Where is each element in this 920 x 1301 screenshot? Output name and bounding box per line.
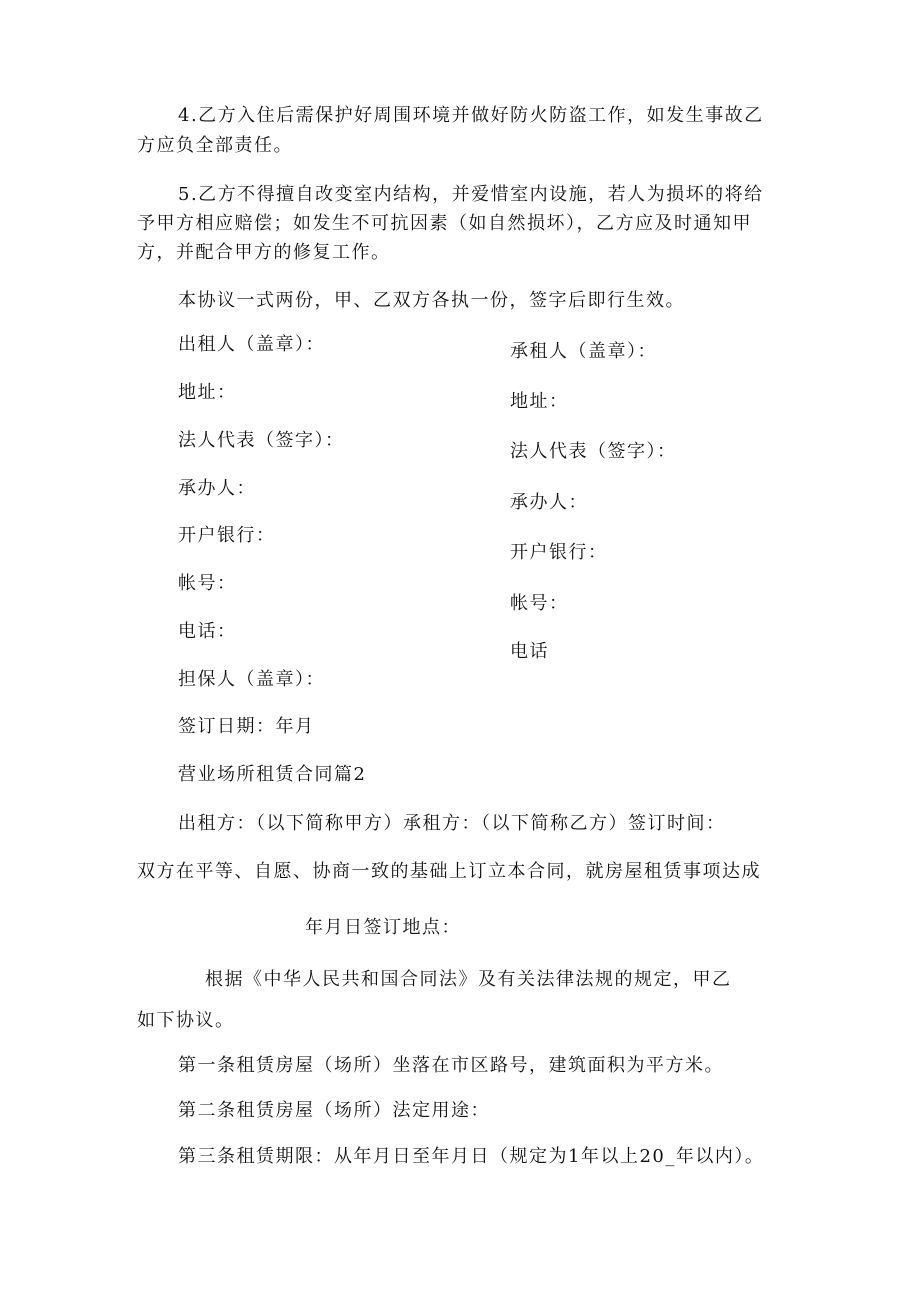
guarantor-seal: 担保人（盖章）： xyxy=(178,669,325,690)
lessee-account: 帐号： xyxy=(510,593,569,614)
lessee-handler: 承办人： xyxy=(510,492,588,513)
clause-4-line-2: 方应负全部责任。 xyxy=(137,135,293,156)
lessor-bank: 开户银行： xyxy=(178,525,276,546)
lessee-bank: 开户银行： xyxy=(510,542,608,563)
sign-date: 签订日期：年月 xyxy=(178,716,315,737)
clause-4-line-1: 4.乙方入住后需保护好周围环境并做好防火防盗工作，如发生事故乙 xyxy=(178,105,764,126)
lessor-address: 地址： xyxy=(178,382,237,403)
contract-2-parties: 出租方：（以下简称甲方）承租方：（以下简称乙方）签订时间： xyxy=(178,813,726,834)
article-1: 第一条租赁房屋（场所）坐落在市区路号，建筑面积为平方米。 xyxy=(178,1055,724,1076)
lessee-legal-rep: 法人代表（签字）： xyxy=(510,441,677,462)
contract-2-date-place: 年月日签订地点： xyxy=(305,917,461,938)
article-2: 第二条租赁房屋（场所）法定用途： xyxy=(178,1100,490,1121)
lessor-handler: 承办人： xyxy=(178,478,256,499)
contract-2-law-basis: 根据《中华人民共和国合同法》及有关法律法规的规定，甲乙 xyxy=(205,969,732,990)
contract-2-as-follows: 如下协议。 xyxy=(137,1010,235,1031)
article-3: 第三条租赁期限：从年月日至年月日（规定为1年以上20_年以内）。 xyxy=(178,1146,765,1167)
lessor-phone: 电话： xyxy=(178,621,237,642)
lessee-seal: 承租人（盖章）： xyxy=(510,341,657,362)
lessor-legal-rep: 法人代表（签字）： xyxy=(178,430,345,451)
lessee-phone-clipped xyxy=(510,636,590,662)
agreement-copies: 本协议一式两份，甲、乙双方各执一份，签字后即行生效。 xyxy=(178,290,685,311)
contract-2-title: 营业场所租赁合同篇2 xyxy=(178,764,367,785)
clause-5-line-1: 5.乙方不得擅自改变室内结构，并爱惜室内设施，若人为损坏的将给 xyxy=(178,184,764,205)
clause-5-line-2: 予甲方相应赔偿；如发生不可抗因素（如自然损坏），乙方应及时通知甲 xyxy=(137,213,752,234)
lessee-phone-partial: 电话 xyxy=(510,641,549,662)
lessee-address: 地址： xyxy=(510,391,569,412)
contract-2-intro: 双方在平等、自愿、协商一致的基础上订立本合同，就房屋租赁事项达成 xyxy=(137,861,761,882)
lessor-seal: 出租人（盖章）： xyxy=(178,334,325,355)
clause-5-line-3: 方，并配合甲方的修复工作。 xyxy=(137,242,391,263)
lessor-account: 帐号： xyxy=(178,573,237,594)
